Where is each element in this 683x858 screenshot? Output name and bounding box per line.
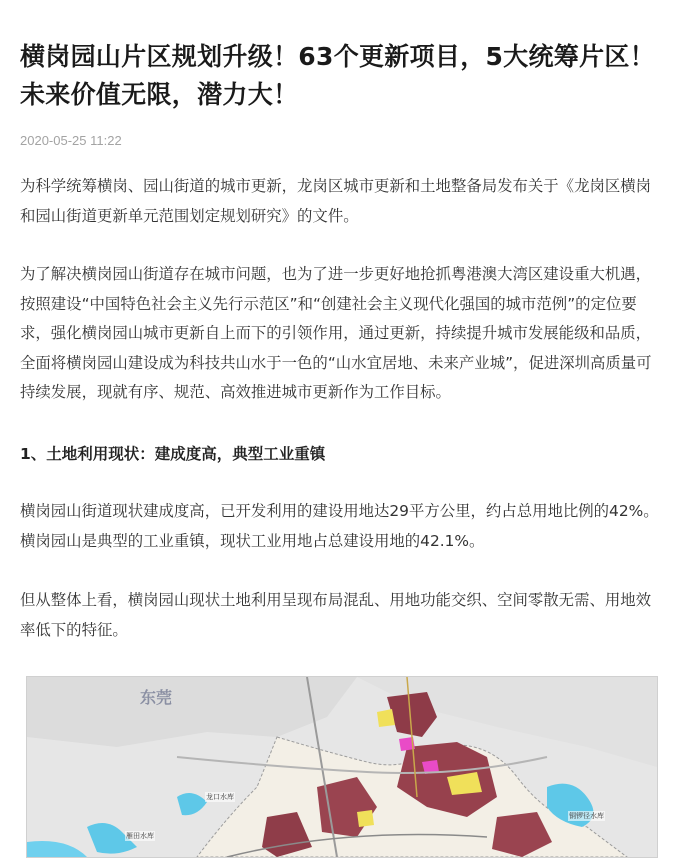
article-title: 横岗园山片区规划升级！63个更新项目，5大统筹片区！未来价值无限，潜力大！ — [20, 42, 655, 109]
publish-date: 2020-05-25 11:22 — [20, 133, 122, 148]
land-use-paragraph: 横岗园山街道现状建成度高，已开发利用的建设用地达29平方公里，约占总用地比例的42%。横岗园山是典型的工业重镇，现状工业用地占总建设用地的42.1%。 — [20, 502, 659, 550]
map-label-longkou-reservoir: 龙口水库 — [206, 793, 234, 801]
land-feature-paragraph: 但从整体上看，横岗园山现状土地利用呈现布局混乱、用地功能交织、空间零散无需、用地效率低下的特征。 — [20, 591, 652, 639]
map-label-dongguan: 东莞 — [140, 688, 173, 707]
intro-paragraph: 为科学统筹横岗、园山街道的城市更新，龙岗区城市更新和土地整备局发布关于《龙岗区横岗和园山街道更新单元范围划定规划研究》的文件。 — [20, 177, 652, 225]
map-label-yantian-reservoir: 雁田水库 — [126, 832, 154, 840]
land-use-map — [26, 676, 658, 858]
map-graphic — [27, 677, 657, 857]
goal-paragraph: 为了解决横岗园山街道存在城市问题，也为了进一步更好地抢抓粤港澳大湾区建设重大机遇，按照建设“中国特色社会主义先行示范区”和“创建社会主义现代化强国的城市范例”的定位要求，强化横岗园山城市更新自上而下的引领作用，通过更新，持续提升城市发展能级和品质，全面将横岗园山建设成为科技共山水于一色的“山水宜居地、未来产业城”，促进深圳高质量可持续发展，现就有序、规范、高效推进城市更新作为工作目标。 — [20, 265, 652, 401]
section-heading: 1、土地利用现状：建成度高，典型工业重镇 — [20, 445, 326, 463]
map-label-tongluojing-reservoir: 铜锣径水库 — [569, 812, 604, 820]
